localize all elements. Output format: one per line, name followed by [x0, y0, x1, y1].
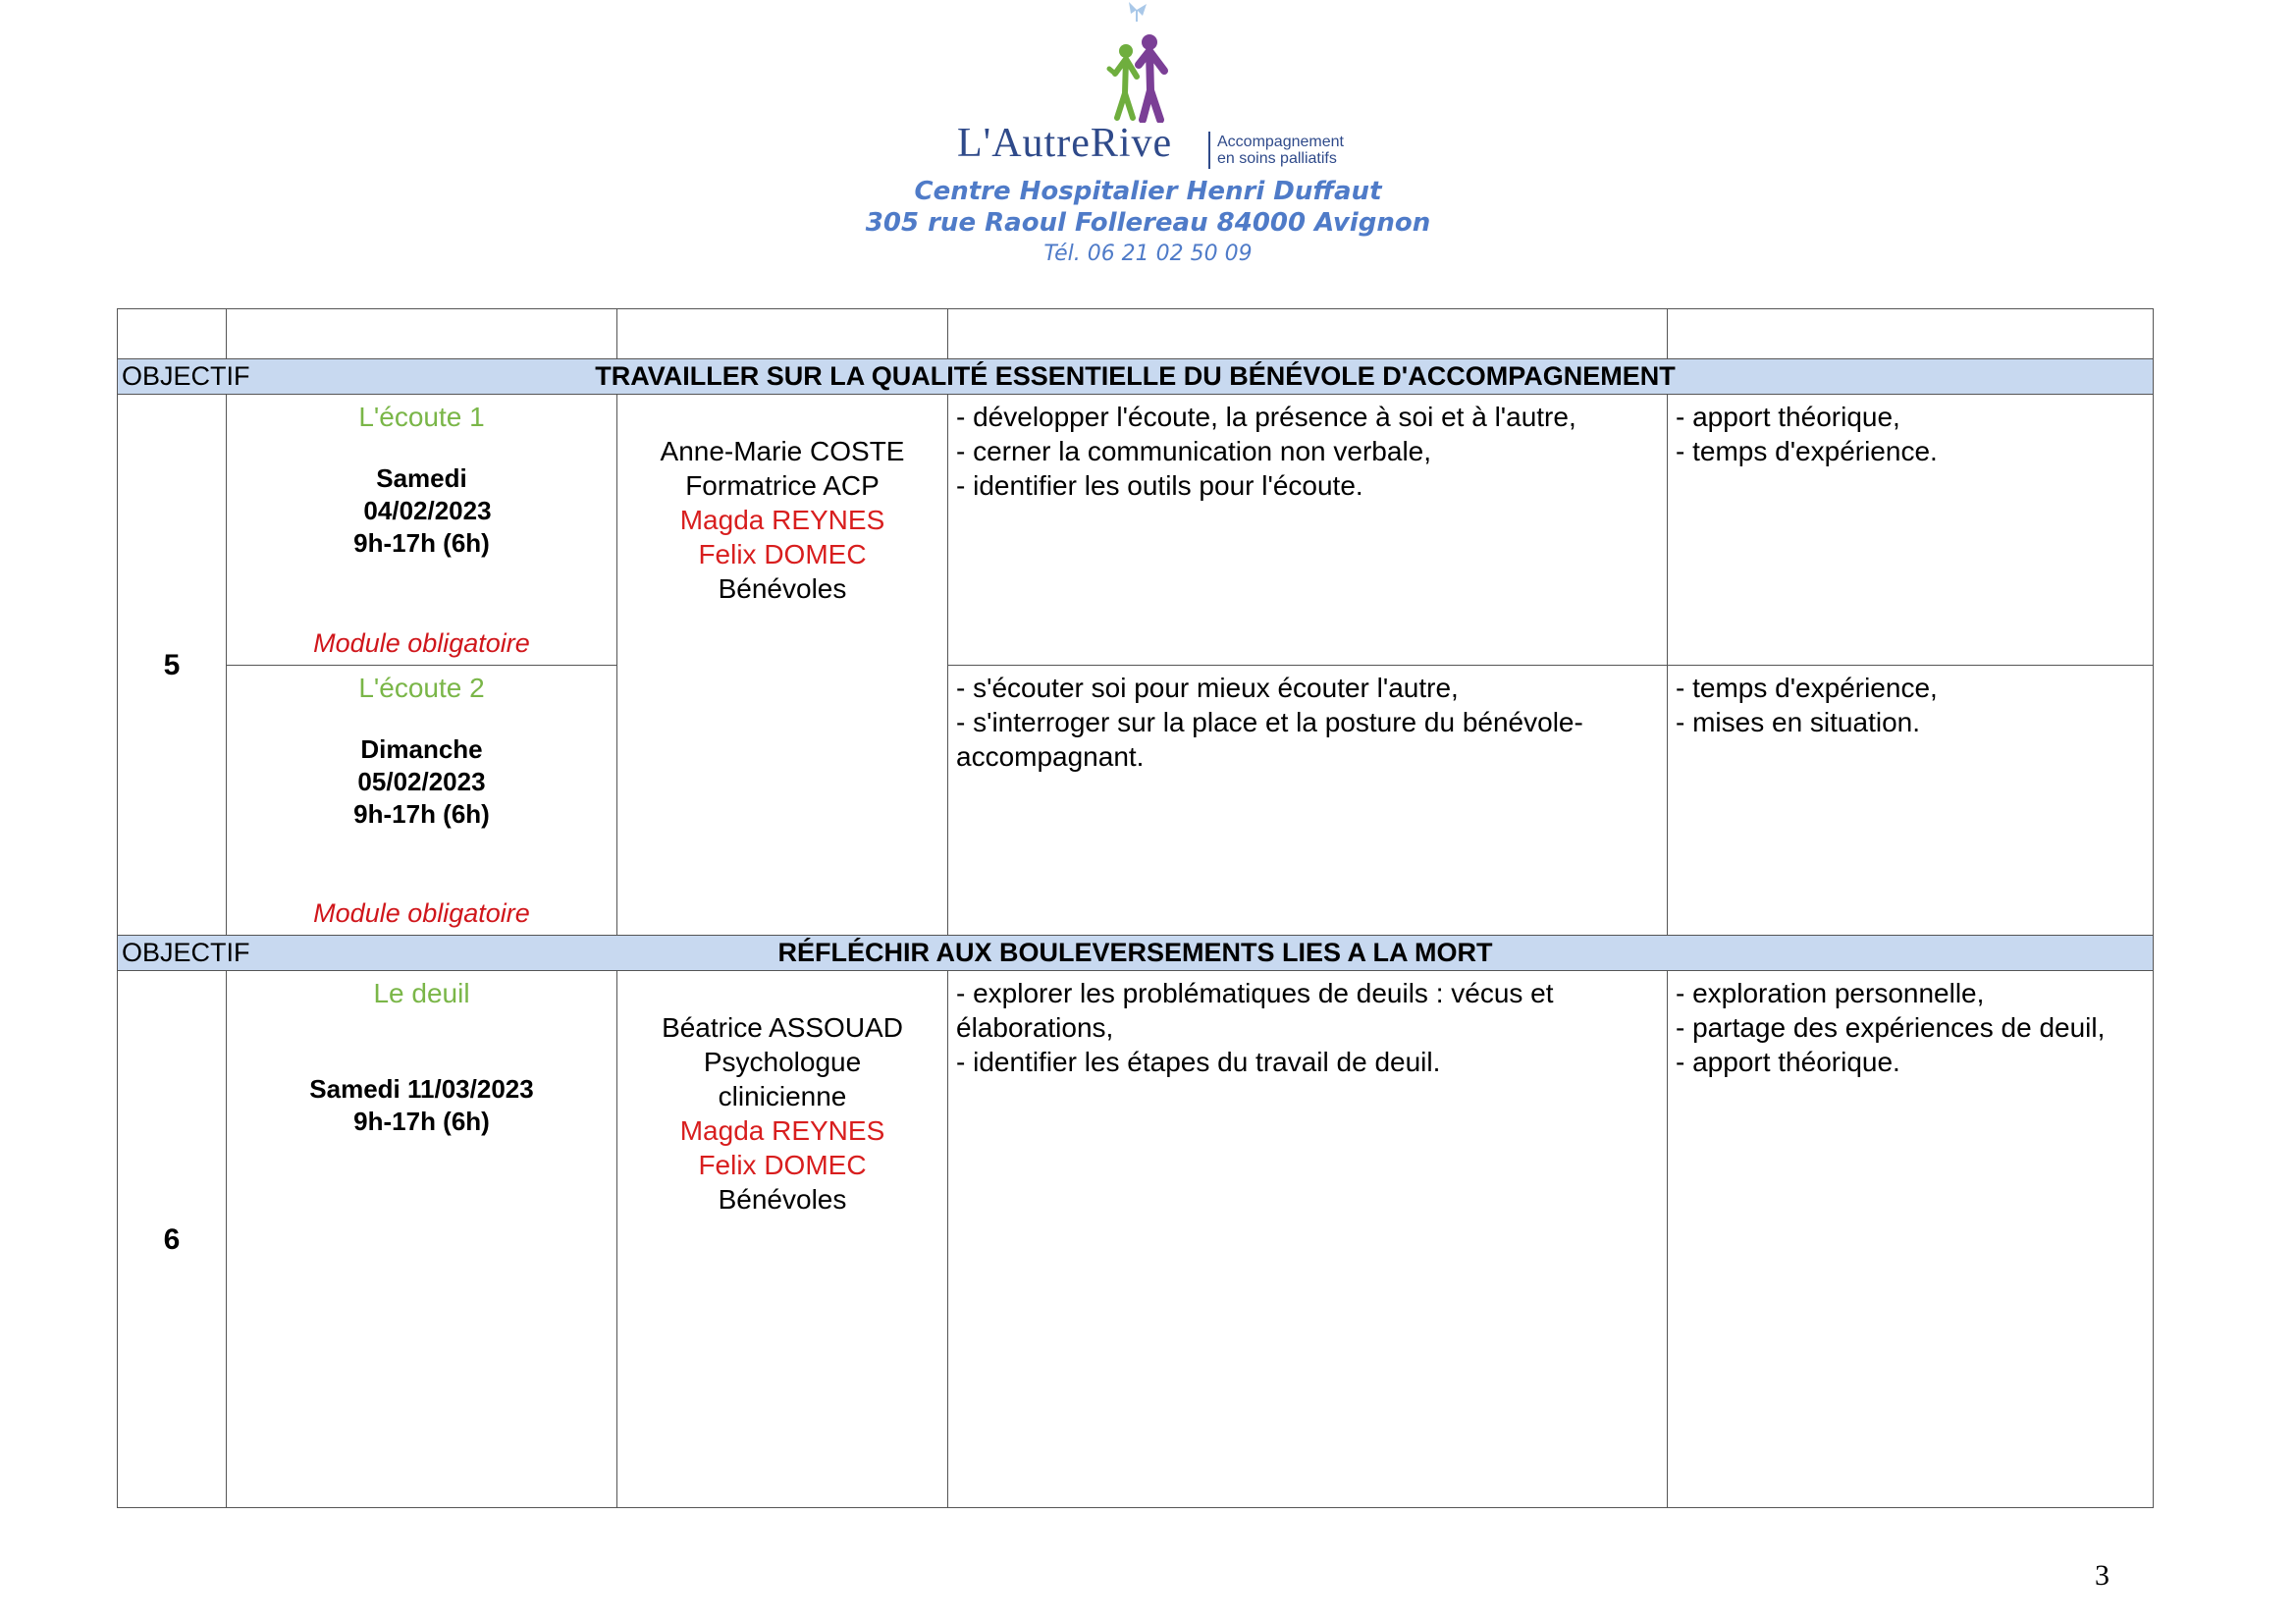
methods-cell	[1668, 971, 2154, 1508]
methods-cell	[1668, 666, 2154, 936]
speakers-cell	[617, 395, 948, 936]
page-number: 3	[2095, 1559, 2109, 1592]
module-date: 05/02/2023	[357, 767, 486, 796]
table-top-empty-row	[118, 309, 2154, 359]
speaker-role: clinicienne	[718, 1081, 847, 1111]
objective-band	[118, 936, 2153, 970]
objective-label: OBJECTIF	[122, 361, 250, 391]
speaker-role: Formatrice ACP	[685, 470, 880, 501]
training-program-table	[117, 308, 2154, 1508]
list-item: - cerner la communication non verbale,	[956, 436, 1432, 466]
module-day: Samedi	[376, 463, 467, 493]
table-row	[118, 971, 2154, 1508]
module-date: Samedi 11/03/2023	[309, 1074, 534, 1104]
hospital-address: 305 rue Raoul Follereau 84000 Avignon	[865, 208, 1431, 238]
logo-separator	[1208, 132, 1210, 169]
module-title: L'écoute 2	[358, 673, 485, 703]
objective-header-row	[118, 936, 2154, 971]
list-item: - mises en situation.	[1676, 707, 1920, 737]
module-title: L'écoute 1	[358, 402, 485, 432]
mandatory-label: Module obligatoire	[313, 628, 530, 658]
objective-header-row	[118, 359, 2154, 395]
volunteer-name: Magda REYNES	[679, 505, 885, 535]
table-row	[118, 666, 2154, 936]
objective-title: TRAVAILLER SUR LA QUALITÉ ESSENTIELLE DU BÉNÉVOLE D'ACCOMPAGNEMENT	[595, 361, 1676, 391]
list-item: - temps d'expérience,	[1676, 673, 1938, 703]
volunteer-name: Magda REYNES	[679, 1115, 885, 1146]
list-item: - identifier les outils pour l'écoute.	[956, 470, 1363, 501]
objective-title: RÉFLÉCHIR AUX BOULEVERSEMENTS LIES A LA MORT	[777, 938, 1493, 967]
table-row	[118, 395, 2154, 666]
mandatory-label: Module obligatoire	[313, 898, 530, 928]
logo-tagline-2: en soins palliatifs	[1217, 150, 1337, 167]
volunteers-label: Bénévoles	[718, 573, 847, 604]
volunteer-name: Felix DOMEC	[698, 1150, 867, 1180]
list-item: - exploration personnelle,	[1676, 978, 1985, 1008]
phone-number: Tél. 06 21 02 50 09	[1043, 242, 1253, 266]
module-title: Le deuil	[373, 978, 470, 1008]
hospital-name: Centre Hospitalier Henri Duffaut	[914, 177, 1382, 206]
module-hours: 9h-17h (6h)	[353, 528, 490, 558]
module-number: 5	[118, 395, 227, 936]
module-cell	[227, 395, 617, 666]
volunteers-label: Bénévoles	[718, 1184, 847, 1215]
objective-label: OBJECTIF	[122, 938, 250, 967]
objectives-cell	[948, 666, 1668, 936]
list-item: - identifier les étapes du travail de deuil.	[956, 1047, 1441, 1077]
list-item: - temps d'expérience.	[1676, 436, 1938, 466]
speaker-role: Psychologue	[703, 1047, 862, 1077]
module-hours: 9h-17h (6h)	[353, 1107, 490, 1136]
module-date: 04/02/2023	[363, 496, 492, 525]
lead-speaker: Anne-Marie COSTE	[660, 436, 905, 466]
logo-name: L'AutreRive	[957, 121, 1173, 166]
list-item: - explorer les problématiques de deuils : vécus et élaborations,	[956, 978, 1554, 1043]
objectives-cell	[948, 395, 1668, 666]
logo	[923, 0, 1374, 177]
module-day: Dimanche	[360, 734, 483, 764]
module-hours: 9h-17h (6h)	[353, 799, 490, 829]
list-item: - partage des expériences de deuil,	[1676, 1012, 2106, 1043]
lead-speaker: Béatrice ASSOUAD	[662, 1012, 903, 1043]
list-item: - s'écouter soi pour mieux écouter l'autre,	[956, 673, 1459, 703]
methods-cell	[1668, 395, 2154, 666]
objectives-cell	[948, 971, 1668, 1508]
logo-tagline-1: Accompagnement	[1217, 134, 1344, 150]
logo-figures-icon	[923, 0, 1374, 123]
module-cell	[227, 971, 617, 1508]
volunteer-name: Felix DOMEC	[698, 539, 867, 569]
module-number: 6	[118, 971, 227, 1508]
list-item: - apport théorique,	[1676, 402, 1900, 432]
objective-band	[118, 359, 2153, 394]
list-item: - s'interroger sur la place et la posture du bénévole-accompagnant.	[956, 707, 1583, 772]
module-cell	[227, 666, 617, 936]
speakers-cell	[617, 971, 948, 1508]
list-item: - développer l'écoute, la présence à soi et à l'autre,	[956, 402, 1576, 432]
list-item: - apport théorique.	[1676, 1047, 1900, 1077]
